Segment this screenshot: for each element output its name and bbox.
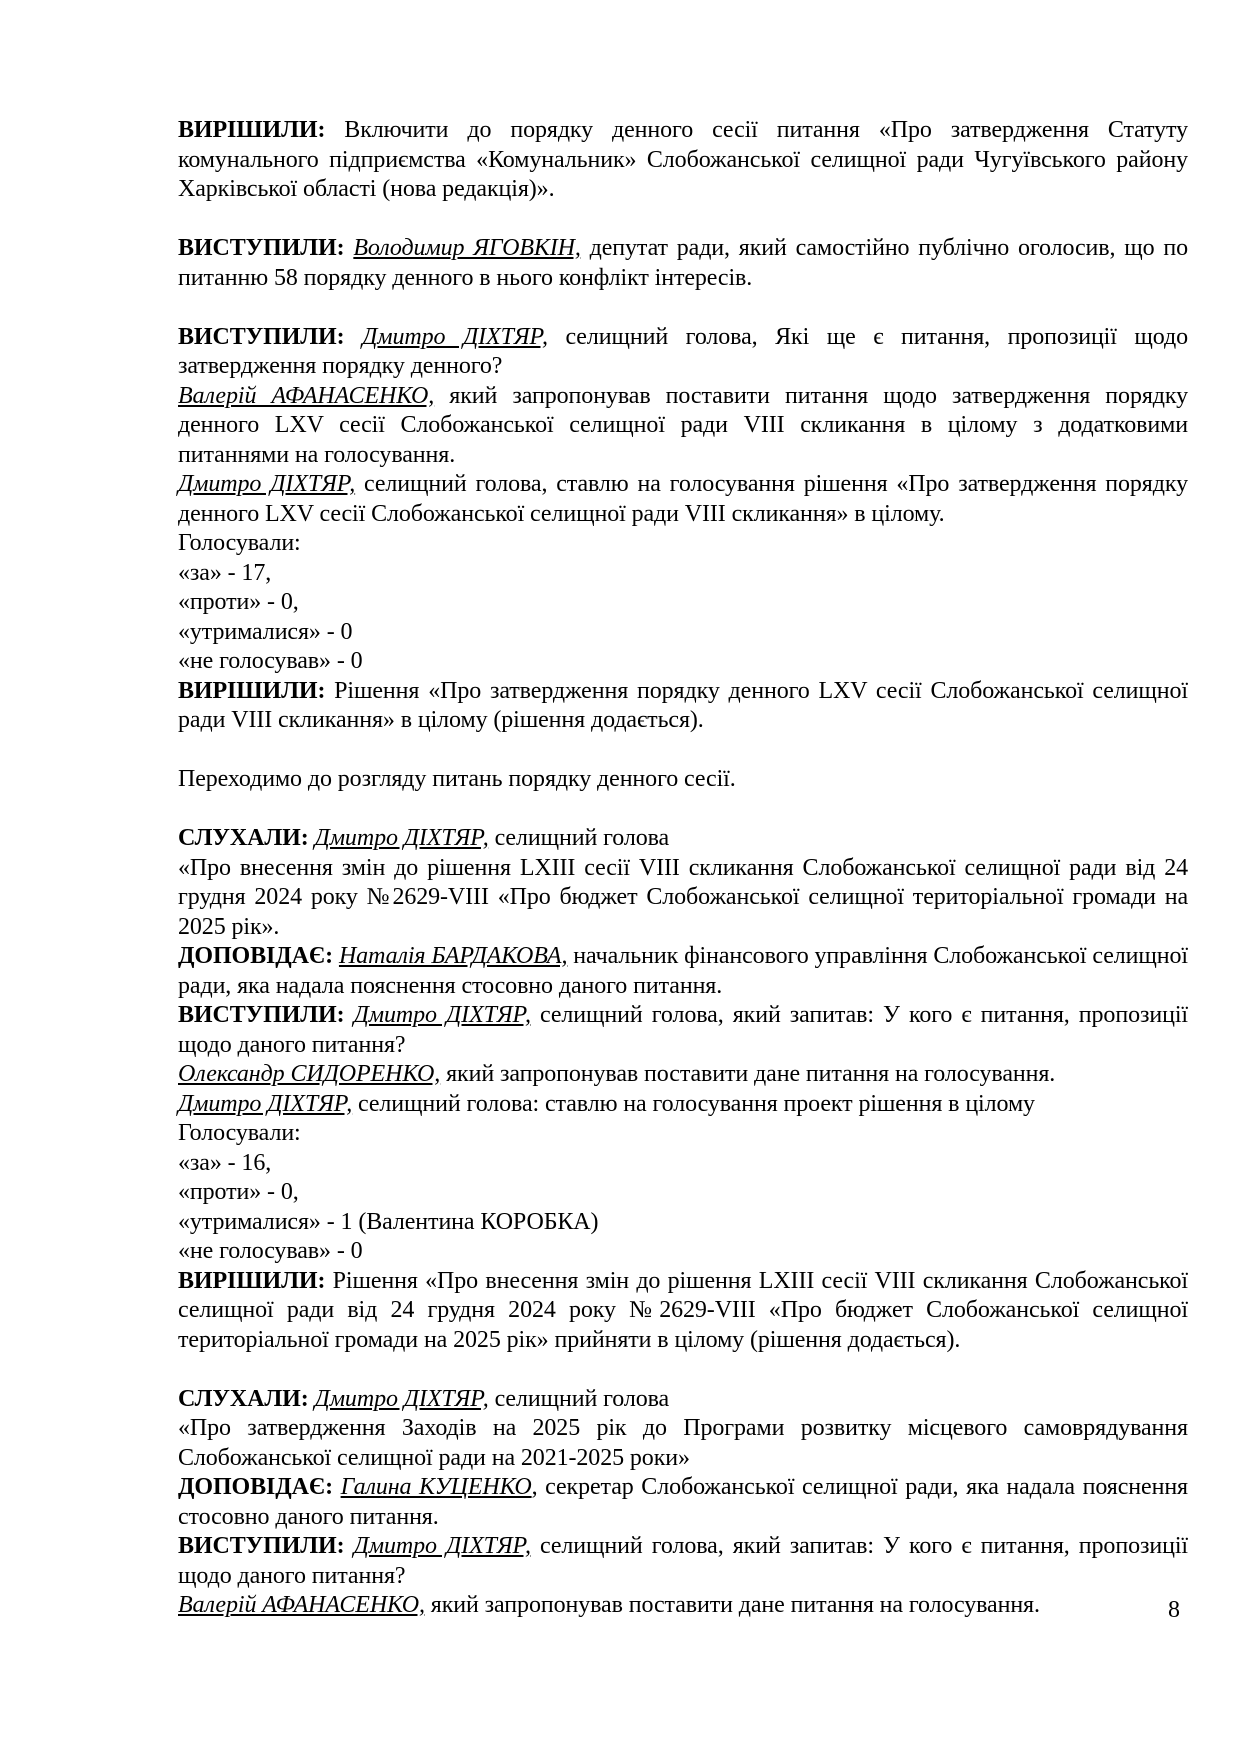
text-run: «утрималися» - 0 <box>178 618 353 645</box>
text-run: який запропонував поставити питання щодо затвердження порядку денного LXV сесії Слобожанської селищної ради VIII скликання в цілому з додатковими питаннями на голосування. <box>178 382 1189 468</box>
paragraph <box>178 1001 1188 1060</box>
paragraph <box>178 1473 1188 1532</box>
text-run <box>333 1474 341 1500</box>
text-run: який запропонував поставити дане питання на голосування. <box>440 1061 1056 1087</box>
text-run: «не голосував» - 0 <box>178 1238 363 1264</box>
text-run: селищний голова <box>488 825 670 851</box>
paragraph <box>178 765 1188 795</box>
text-run: «Про затвердження Заходів на 2025 рік до Програми розвитку місцевого самоврядування Слобожанської селищної ради на 2021-2025 роки» <box>178 1415 1188 1471</box>
paragraph <box>178 529 1188 559</box>
text-run: Переходимо до розгляду питань порядку денного сесії. <box>178 766 736 792</box>
section-keyword: ВИРІШИЛИ: <box>178 1267 326 1294</box>
text-run: селищний голова <box>488 1385 670 1412</box>
text-run: селищний голова, ставлю на голосування рішення «Про затвердження порядку денного LXV сесії Слобожанської селищної ради VIII скликання» в цілому. <box>178 471 1188 527</box>
document-section <box>178 824 1188 1355</box>
text-run: селищний голова, який запитав: У кого є питання, пропозиції щодо даного питання? <box>178 1533 1188 1589</box>
block-spacer <box>178 1355 1188 1385</box>
page-number: 8 <box>1168 1597 1180 1623</box>
text-run: начальник фінансового управління Слобожанської селищної ради, яка надала пояснення стосовно даного питання. <box>178 943 1188 999</box>
paragraph <box>178 1119 1188 1149</box>
paragraph <box>178 618 1188 648</box>
paragraph <box>178 1414 1188 1473</box>
text-run: Рішення «Про внесення змін до рішення LXIII сесії VIII скликання Слобожанської селищної ради від 24 грудня 2024 року №2629-VIII «Про бюджет Слобожанської селищної територіальної громади на 2025 рік» прийняти в цілому (рішення додається). <box>178 1267 1188 1353</box>
section-keyword: ВИСТУПИЛИ: <box>178 323 345 350</box>
text-run: селищний голова: ставлю на голосування проект рішення в цілому <box>352 1090 1035 1117</box>
document-section <box>178 1385 1188 1621</box>
paragraph <box>178 559 1188 589</box>
paragraph <box>178 588 1188 618</box>
block-spacer <box>178 205 1188 235</box>
person-name: Валерій АФАНАСЕНКО, <box>178 1592 425 1618</box>
person-name: Дмитро ДІХТЯР, <box>314 825 489 851</box>
person-name: Наталія БАРДАКОВА, <box>338 943 568 969</box>
person-name: Дмитро ДІХТЯР, <box>178 471 356 497</box>
text-run: «за» - 16, <box>178 1149 272 1176</box>
document-body <box>178 116 1188 1621</box>
paragraph <box>178 1385 1188 1415</box>
text-run: «Про внесення змін до рішення LXIII сесії VIII скликання Слобожанської селищної ради від 24 грудня 2024 року №2629-VIII «Про бюджет Слобожанської селищної територіальної громади на 2025 рік». <box>178 854 1188 940</box>
text-run <box>345 1002 354 1028</box>
person-name: Олександр СИДОРЕНКО, <box>178 1061 441 1087</box>
section-keyword: СЛУХАЛИ: <box>178 825 309 851</box>
text-run: «проти» - 0, <box>178 1179 299 1205</box>
text-run <box>345 1533 354 1559</box>
paragraph <box>178 1208 1188 1238</box>
person-name: Дмитро ДІХТЯР, <box>362 323 548 350</box>
document-page <box>178 116 1188 1621</box>
paragraph <box>178 1237 1188 1267</box>
person-name: Володимир ЯГОВКІН, <box>353 235 581 261</box>
paragraph <box>178 854 1188 943</box>
text-run: Голосували: <box>178 1120 301 1146</box>
document-section <box>178 765 1188 795</box>
section-keyword: ВИРІШИЛИ: <box>178 677 326 704</box>
paragraph <box>178 323 1188 382</box>
paragraph <box>178 382 1188 471</box>
section-keyword: ВИСТУПИЛИ: <box>178 235 345 261</box>
paragraph <box>178 1060 1188 1090</box>
person-name: Галина КУЦЕНКО <box>340 1474 532 1500</box>
text-run: Рішення «Про затвердження порядку денного LXV сесії Слобожанської селищної ради VIII скликання» в цілому (рішення додається). <box>178 677 1188 733</box>
block-spacer <box>178 795 1188 825</box>
paragraph <box>178 677 1188 736</box>
block-spacer <box>178 293 1188 323</box>
text-run: «проти» - 0, <box>178 589 299 615</box>
person-name: Дмитро ДІХТЯР, <box>178 1090 353 1117</box>
text-run <box>345 324 363 350</box>
section-keyword: СЛУХАЛИ: <box>178 1385 309 1412</box>
paragraph <box>178 1149 1188 1179</box>
paragraph <box>178 116 1188 205</box>
paragraph <box>178 824 1188 854</box>
text-run: «не голосував» - 0 <box>178 648 363 674</box>
section-keyword: ДОПОВІДАЄ: <box>178 1474 333 1500</box>
paragraph <box>178 1178 1188 1208</box>
section-keyword: ДОПОВІДАЄ: <box>178 943 333 969</box>
section-keyword: ВИСТУПИЛИ: <box>178 1533 345 1559</box>
paragraph <box>178 1267 1188 1356</box>
person-name: Дмитро ДІХТЯР, <box>314 1385 489 1412</box>
person-name: Валерій АФАНАСЕНКО, <box>178 382 435 409</box>
paragraph <box>178 234 1188 293</box>
text-run: селищний голова, який запитав: У кого є питання, пропозиції щодо даного питання? <box>178 1002 1188 1058</box>
text-run: , секретар Слобожанської селищної ради, яка надала пояснення стосовно даного питання. <box>178 1474 1188 1530</box>
person-name: Дмитро ДІХТЯР, <box>353 1002 531 1028</box>
document-section <box>178 234 1188 293</box>
text-run: «утрималися» - 1 (Валентина КОРОБКА) <box>178 1208 599 1235</box>
document-section <box>178 323 1188 736</box>
paragraph <box>178 1090 1188 1120</box>
text-run: який запропонував поставити дане питання на голосування. <box>424 1592 1040 1618</box>
text-run: депутат ради, який самостійно публічно оголосив, що по питанню 58 порядку денного в нього конфлікт інтересів. <box>178 235 1188 291</box>
paragraph <box>178 647 1188 677</box>
paragraph <box>178 1591 1188 1621</box>
text-run: «за» - 17, <box>178 559 272 586</box>
paragraph <box>178 1532 1188 1591</box>
block-spacer <box>178 736 1188 766</box>
paragraph <box>178 942 1188 1001</box>
document-section <box>178 116 1188 205</box>
text-run: селищний голова, Які ще є питання, пропозиції щодо затвердження порядку денного? <box>178 323 1188 379</box>
text-run: Голосували: <box>178 530 301 556</box>
section-keyword: ВИСТУПИЛИ: <box>178 1002 345 1028</box>
section-keyword: ВИРІШИЛИ: <box>178 117 326 143</box>
paragraph <box>178 470 1188 529</box>
text-run: Включити до порядку денного сесії питання «Про затвердження Статуту комунального підприємства «Комунальник» Слобожанської селищної ради Чугуївського району Харківської області (нова редакція)». <box>178 117 1188 202</box>
person-name: Дмитро ДІХТЯР, <box>353 1533 531 1559</box>
